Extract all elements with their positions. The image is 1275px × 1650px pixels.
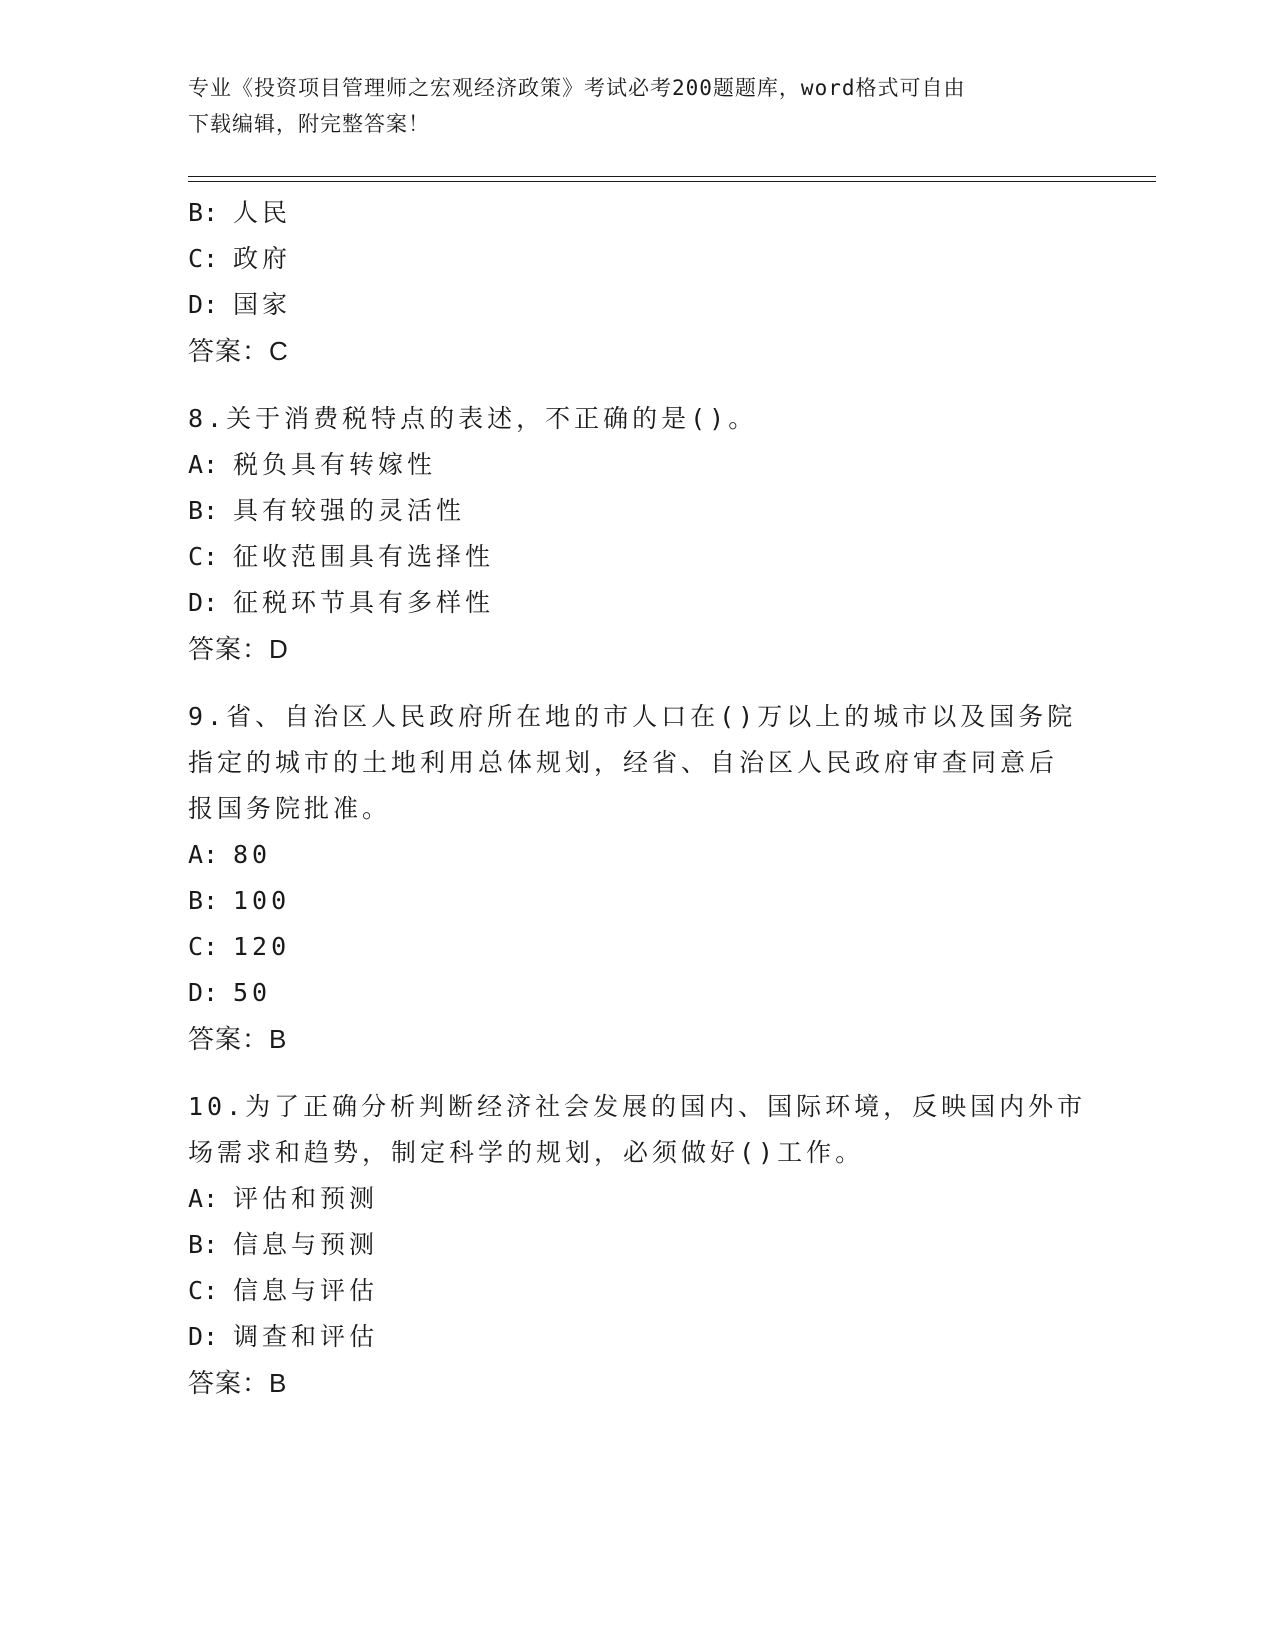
option-letter: B: [188,496,219,525]
header-line-1: 专业《投资项目管理师之宏观经济政策》考试必考200题题库，word格式可自由 [188,76,966,100]
question-stem [188,396,1088,442]
question-list [188,190,1088,1406]
option-letter: D: [188,1322,219,1351]
option-text: 80 [233,840,272,869]
option-letter: D: [188,588,219,617]
header-divider-top [188,176,1156,177]
option-letter: A: [188,1184,219,1213]
option-letter: C: [188,542,219,571]
option-a [188,832,1088,878]
answer-line: 答案：B [188,1368,288,1398]
answer-line: 答案：B [188,1024,288,1054]
stem-line: 9.省、自治区人民政府所在地的市人口在()万以上的城市以及国务院 [188,702,1077,731]
option-d [188,282,1088,328]
document-header [188,70,1088,142]
stem-line: 指定的城市的土地利用总体规划，经省、自治区人民政府审查同意后 [188,748,1059,777]
option-letter: B: [188,1230,219,1259]
stem-line: 10.为了正确分析判断经济社会发展的国内、国际环境，反映国内外市 [188,1092,1087,1121]
option-letter: D: [188,978,219,1007]
option-text: 具有较强的灵活性 [233,496,466,525]
option-text: 征税环节具有多样性 [233,588,495,617]
option-text: 100 [233,886,291,915]
stem-line: 8.关于消费税特点的表述，不正确的是()。 [188,404,758,433]
option-a [188,442,1088,488]
question-stem [188,1084,1088,1176]
option-letter: A: [188,450,219,479]
option-text: 征收范围具有选择性 [233,542,495,571]
option-letter: A: [188,840,219,869]
option-text: 评估和预测 [233,1184,379,1213]
option-c [188,236,1088,282]
option-b [188,488,1088,534]
option-text: 国家 [233,290,292,319]
header-line-2: 下载编辑，附完整答案！ [188,112,430,136]
option-letter: C: [188,932,219,961]
question-8 [188,396,1088,672]
option-d [188,580,1088,626]
option-c [188,924,1088,970]
question-7-continued [188,190,1088,374]
option-letter: C: [188,244,219,273]
option-d [188,1314,1088,1360]
question-9 [188,694,1088,1062]
question-stem [188,694,1088,832]
option-text: 信息与评估 [233,1276,379,1305]
option-letter: C: [188,1276,219,1305]
option-letter: D: [188,290,219,319]
option-b [188,1222,1088,1268]
stem-line: 报国务院批准。 [188,794,392,823]
answer-line: 答案：D [188,634,289,664]
option-letter: B: [188,886,219,915]
header-divider-bottom [188,181,1156,182]
option-text: 税负具有转嫁性 [233,450,437,479]
option-text: 人民 [233,198,292,227]
option-b [188,190,1088,236]
option-c [188,534,1088,580]
option-text: 信息与预测 [233,1230,379,1259]
option-b [188,878,1088,924]
option-text: 50 [233,978,272,1007]
option-a [188,1176,1088,1222]
option-d [188,970,1088,1016]
option-text: 政府 [233,244,292,273]
question-10 [188,1084,1088,1406]
stem-line: 场需求和趋势，制定科学的规划，必须做好()工作。 [188,1138,865,1167]
option-text: 120 [233,932,291,961]
option-c [188,1268,1088,1314]
answer-line: 答案：C [188,336,289,366]
option-letter: B: [188,198,219,227]
option-text: 调查和评估 [233,1322,379,1351]
